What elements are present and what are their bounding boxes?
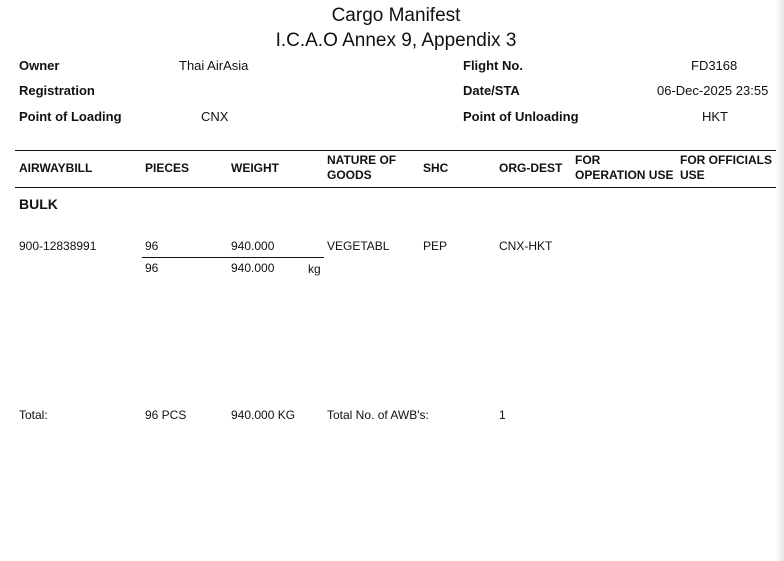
- cell-nature: VEGETABL: [327, 239, 390, 253]
- col-weight: WEIGHT: [231, 161, 279, 175]
- owner-label: Owner: [19, 58, 60, 73]
- unloading-value: HKT: [702, 109, 728, 124]
- flight-label: Flight No.: [463, 58, 523, 73]
- total-awb-count: 1: [499, 408, 506, 422]
- owner-value: Thai AirAsia: [179, 58, 249, 73]
- col-officials-line2: USE: [680, 168, 705, 182]
- cell-airwaybill: 900-12838991: [19, 239, 97, 253]
- subtotal-rule: [142, 257, 324, 258]
- total-awb-label: Total No. of AWB's:: [327, 408, 429, 422]
- table-header-rule: [15, 187, 776, 188]
- col-nature-line1: NATURE OF: [327, 153, 397, 167]
- col-org-dest: ORG-DEST: [499, 161, 563, 175]
- page-subtitle: I.C.A.O Annex 9, Appendix 3: [275, 30, 517, 51]
- col-ops-line2: OPERATION USE: [575, 168, 674, 182]
- col-shc: SHC: [423, 161, 449, 175]
- subtotal-weight: 940.000: [231, 261, 275, 275]
- col-officials-line1: FOR OFFICIALS: [680, 153, 772, 167]
- unloading-label: Point of Unloading: [463, 109, 579, 124]
- loading-label: Point of Loading: [19, 109, 122, 124]
- registration-label: Registration: [19, 83, 95, 98]
- subtotal-unit: kg: [308, 262, 321, 276]
- date-label: Date/STA: [463, 83, 520, 98]
- col-ops-line1: FOR: [575, 153, 601, 167]
- total-weight: 940.000 KG: [231, 408, 296, 422]
- total-label: Total:: [19, 408, 48, 422]
- total-pieces: 96 PCS: [145, 408, 187, 422]
- cell-org-dest: CNX-HKT: [499, 239, 553, 253]
- loading-value: CNX: [201, 109, 229, 124]
- page-title: Cargo Manifest: [331, 5, 461, 26]
- flight-value: FD3168: [691, 58, 738, 73]
- page-edge-shadow: [776, 0, 784, 561]
- cell-weight: 940.000: [231, 239, 275, 253]
- section-title: BULK: [19, 196, 58, 212]
- table-top-rule: [15, 150, 776, 151]
- col-nature-line2: GOODS: [327, 168, 372, 182]
- subtotal-pieces: 96: [145, 261, 159, 275]
- cell-pieces: 96: [145, 239, 159, 253]
- date-value: 06-Dec-2025 23:55: [657, 83, 769, 98]
- col-airwaybill: AIRWAYBILL: [19, 161, 93, 175]
- cell-shc: PEP: [423, 239, 448, 253]
- col-pieces: PIECES: [145, 161, 190, 175]
